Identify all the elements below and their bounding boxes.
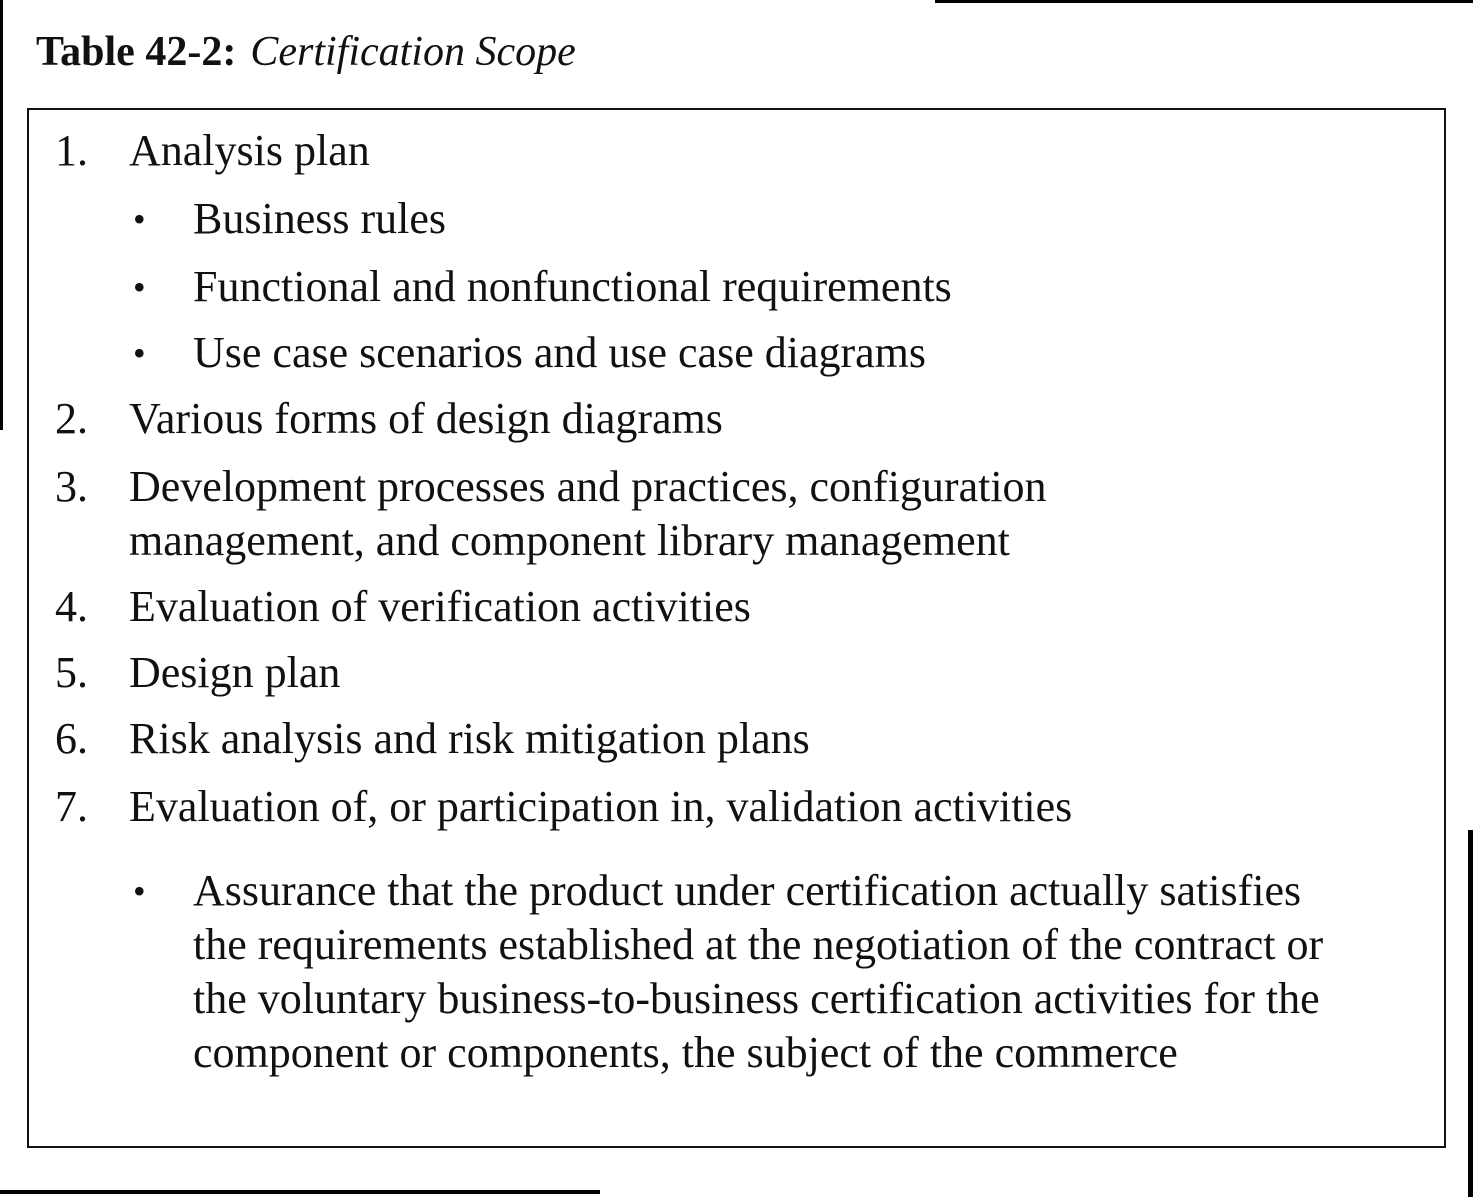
list-item-number: 6. [55,714,88,763]
list-item-number: 1. [55,126,88,175]
sub-item-text: Functional and nonfunctional requirements [193,262,952,311]
list-item-text: Evaluation of verification activities [129,582,751,631]
scan-edge-bottom [0,1190,600,1194]
list-item-text: Risk analysis and risk mitigation plans [129,714,810,763]
list-item-number: 7. [55,782,88,831]
list-item-text: Design plan [129,648,341,697]
sub-item-text: Business rules [193,194,446,243]
list-item-number: 5. [55,648,88,697]
bullet-icon: • [133,199,146,239]
scan-edge-top [935,0,1473,3]
sub-item-text: Assurance that the product under certification actually satisfies the requirements established at the negotiation of the contract or the voluntary business-to-business certification activities for the component or components, the subject of the commerce [193,866,1324,1077]
certification-scope-table [27,108,1446,1148]
scan-edge-right [1468,830,1473,1197]
bullet-icon: • [133,333,146,373]
table-caption-title: Certification Scope [250,29,576,75]
list-item-text: Evaluation of, or participation in, validation activities [129,782,1073,831]
bullet-icon: • [133,267,146,307]
table-caption-label: Table 42-2: [36,29,237,75]
list-item-number: 3. [55,462,88,511]
list-item-number: 2. [55,394,88,443]
list-item-text: Various forms of design diagrams [129,394,723,443]
list-item-text: Analysis plan [129,126,370,175]
scan-edge-left [0,0,3,430]
table-caption [36,26,576,78]
bullet-icon: • [133,871,146,911]
list-item-text: Development processes and practices, configuration management, and component library management [129,462,1047,565]
sub-item-text: Use case scenarios and use case diagrams [193,328,927,377]
list-item-number: 4. [55,582,88,631]
